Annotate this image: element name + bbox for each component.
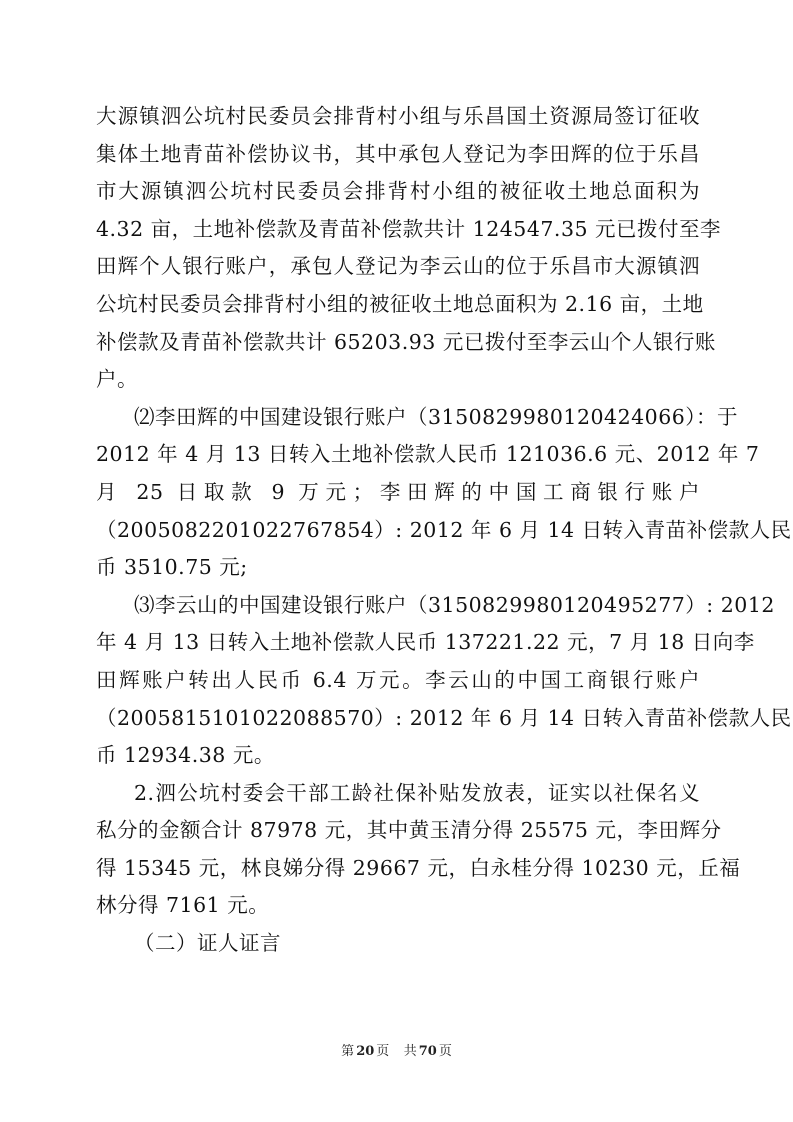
footer-total-suffix: 页	[438, 1044, 452, 1059]
text-line: 2012 年 4 月 13 日转入土地补偿款人民币 121036.6 元、2012 年 7	[96, 442, 760, 467]
text-line: ⑵李田辉的中国建设银行账户（3150829980120424066）：于	[134, 404, 739, 429]
text-line: 私分的金额合计 87978 元，其中黄玉清分得 25575 元，李田辉分	[96, 818, 722, 843]
text-line: 大源镇泗公坑村民委员会排背村小组与乐昌国土资源局签订征收	[96, 104, 700, 128]
body-text	[96, 98, 792, 963]
footer-page-suffix: 页	[376, 1044, 390, 1059]
text-line: 月 25 日取款 9 万元；李田辉的中国工商银行账户	[96, 479, 700, 504]
footer-prefix: 第	[341, 1044, 355, 1059]
text-line: 4.32 亩，土地补偿款及青苗补偿款共计 124547.35 元已拨付至李	[96, 216, 722, 241]
text-line: 币 3510.75 元;	[96, 555, 248, 580]
text-line: （2005082201022767854）: 2012 年 6 月 14 日转入青苗补偿款人民	[96, 517, 792, 542]
text-line: 户。	[96, 367, 138, 392]
text-line: ⑶李云山的中国建设银行账户（3150829980120495277）: 2012	[134, 592, 775, 617]
text-line: （2005815101022088570）: 2012 年 6 月 14 日转入青苗补偿款人民	[96, 705, 792, 730]
text-line: 市大源镇泗公坑村民委员会排背村小组的被征收土地总面积为	[96, 179, 700, 204]
text-line: 币 12934.38 元。	[96, 743, 275, 768]
text-line: 集体土地青苗补偿协议书，其中承包人登记为李田辉的位于乐昌	[96, 141, 700, 166]
total-pages: 70	[418, 1044, 437, 1059]
page-number: 20	[356, 1044, 375, 1059]
section-heading: （二）证人证言	[134, 931, 281, 956]
text-line: 年 4 月 13 日转入土地补偿款人民币 137221.22 元，7 月 18 日向李	[96, 630, 755, 655]
text-line: 2.泗公坑村委会干部工龄社保补贴发放表，证实以社保名义	[134, 780, 700, 805]
text-line: 田辉个人银行账户，承包人登记为李云山的位于乐昌市大源镇泗	[96, 254, 700, 279]
text-line: 得 15345 元，林良娣分得 29667 元，白永桂分得 10230 元，丘福	[96, 855, 741, 880]
text-line: 公坑村民委员会排背村小组的被征收土地总面积为 2.16 亩，土地	[96, 291, 704, 316]
text-line: 田辉账户转出人民币 6.4 万元。李云山的中国工商银行账户	[96, 667, 700, 692]
footer-total-prefix: 共	[403, 1044, 417, 1059]
text-line: 补偿款及青苗补偿款共计 65203.93 元已拨付至李云山个人银行账	[96, 329, 716, 354]
page-footer	[0, 1040, 793, 1059]
text-line: 林分得 7161 元。	[96, 893, 270, 918]
